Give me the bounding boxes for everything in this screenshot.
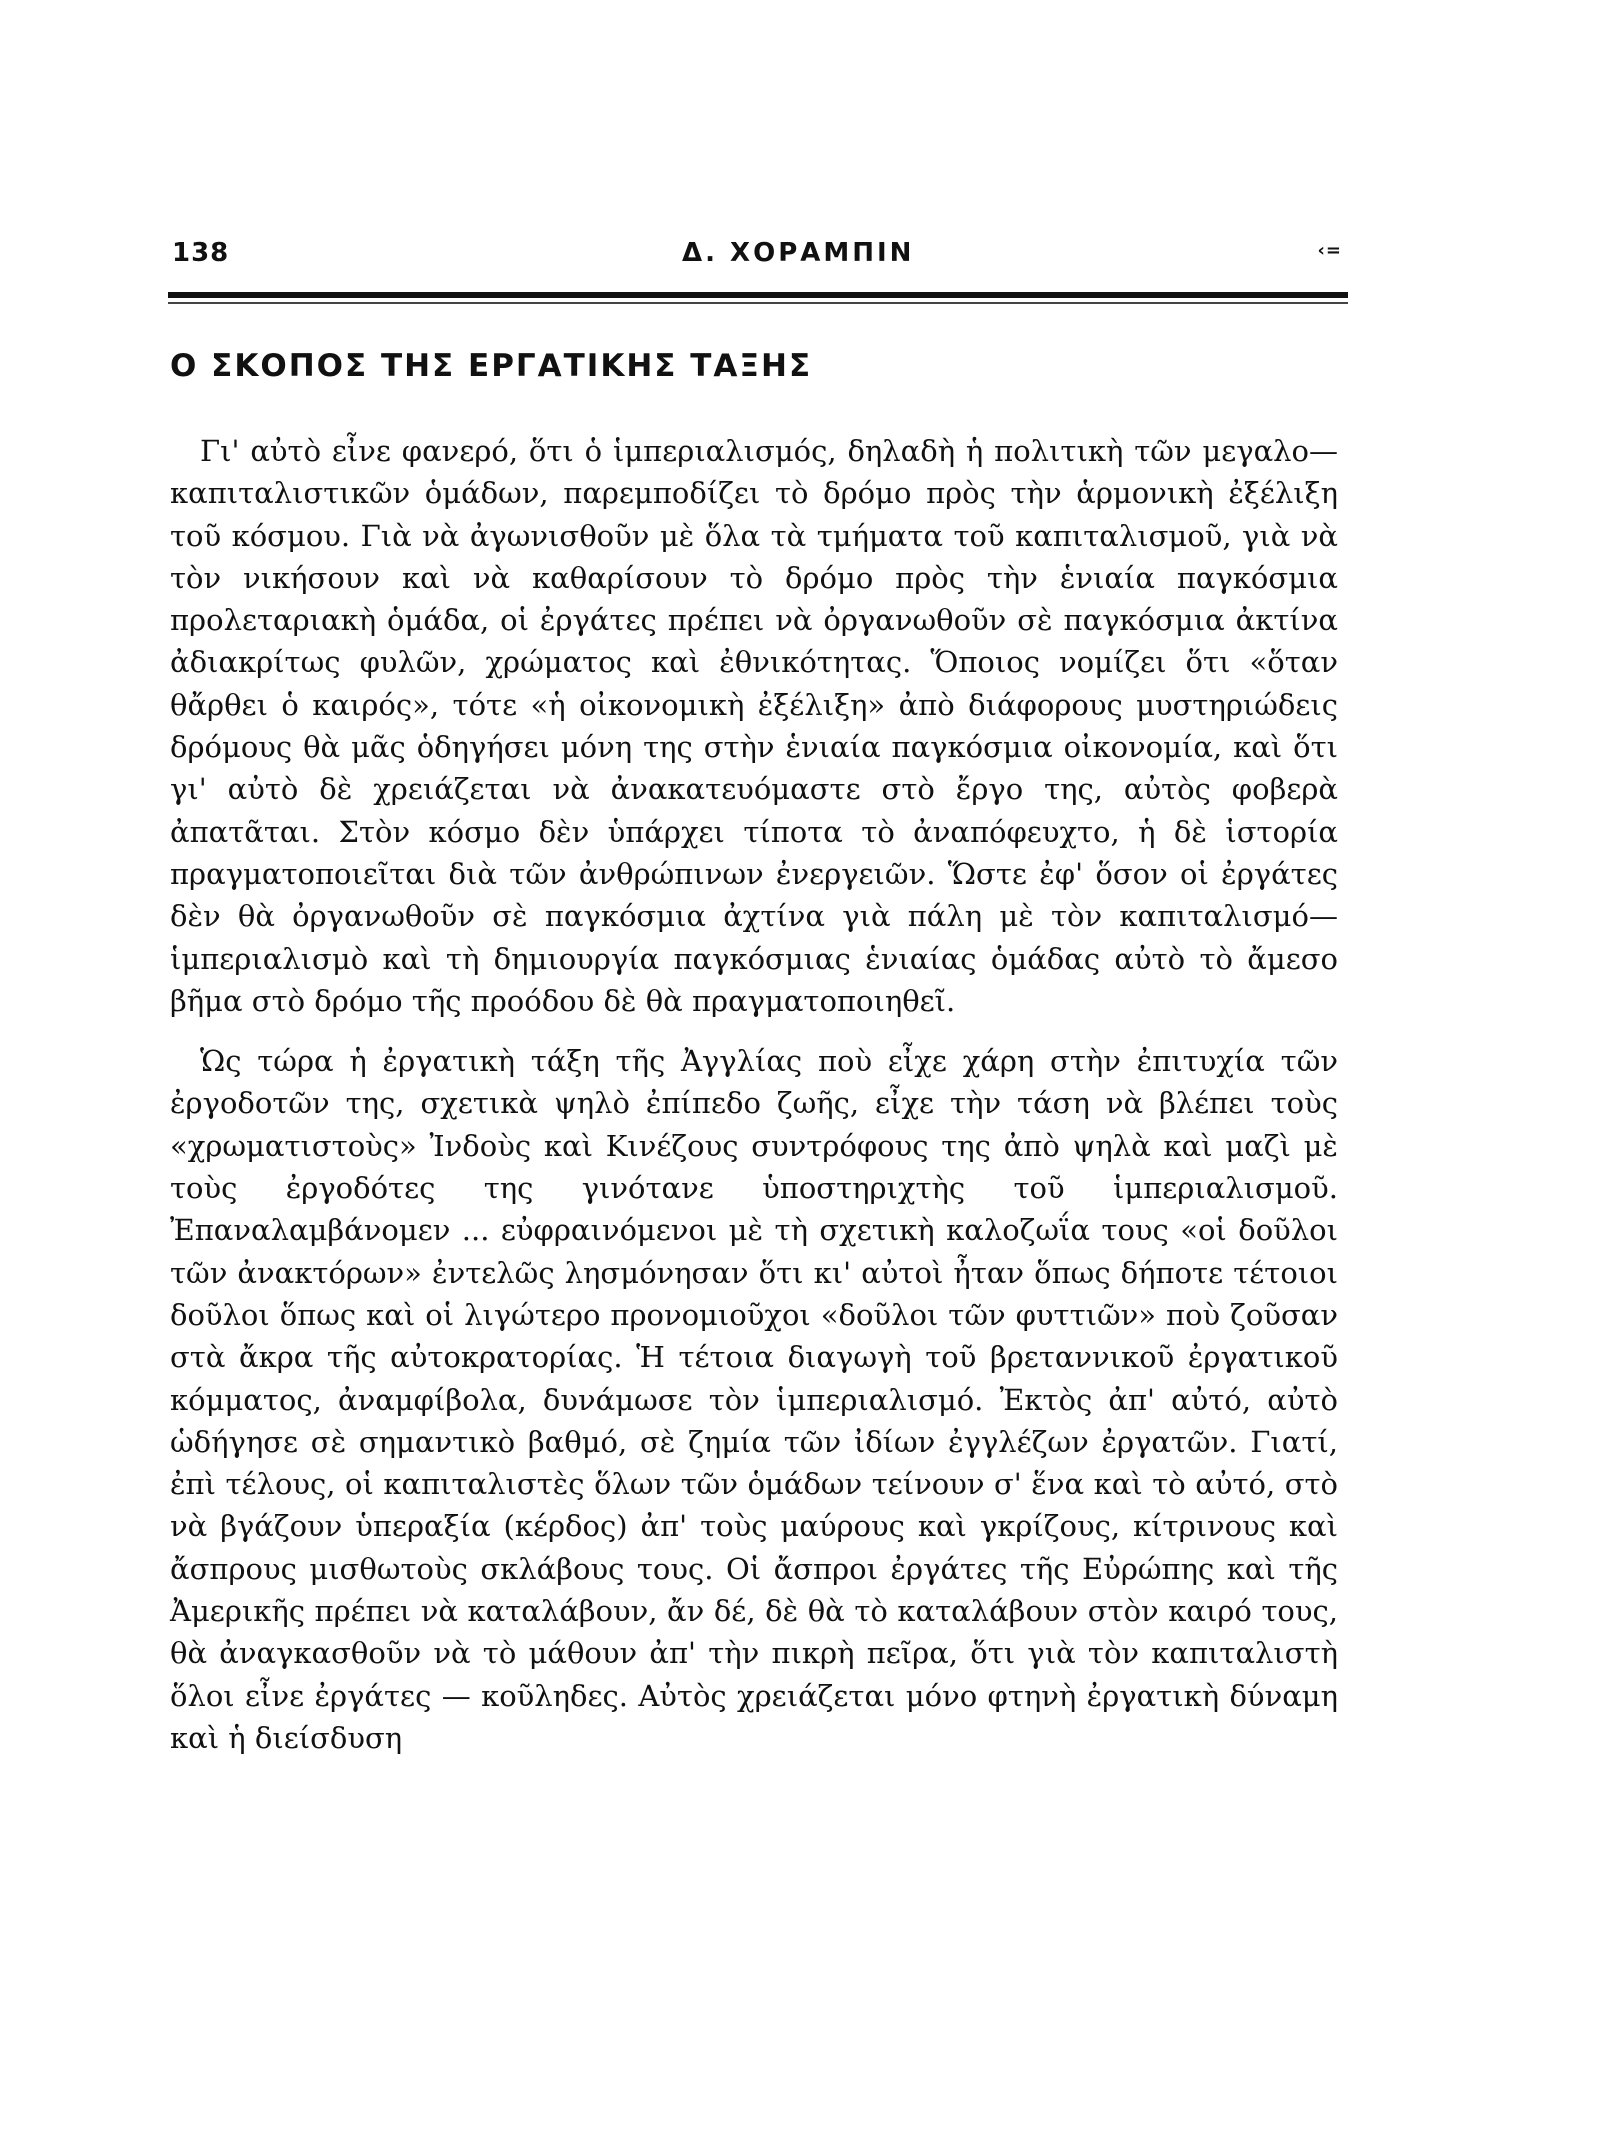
paragraph-2: Ὡς τώρα ἡ ἐργατικὴ τάξη τῆς Ἀγγλίας ποὺ εἶχε χάρη στὴν ἐπιτυχία τῶν ἐργοδοτῶν της, σχετικὰ ψηλὸ ἐπίπεδο ζωῆς, εἶχε τὴν τάση νὰ βλέπει τοὺς «χρωματιστοὺς» Ἰνδοὺς καὶ Κινέζους συντρόφους της ἀπὸ ψηλὰ καὶ μαζὶ μὲ τοὺς ἐργοδότες της γινότανε ὑποστηριχτὴς τοῦ ἱμπεριαλισμοῦ. Ἐπαναλαμβάνομεν ... εὐφραινόμενοι μὲ τὴ σχετικὴ καλοζωΐα τους «οἱ δοῦλοι τῶν ἀνακτόρων» ἐντελῶς λησμόνησαν ὅτι κι' αὐτοὶ ἦταν ὅπως δήποτε τέτοιοι δοῦλοι ὅπως καὶ οἱ λιγώτερο προνομιοῦχοι «δοῦλοι τῶν φυττιῶν» ποὺ ζοῦσαν στὰ ἄκρα τῆς αὐτοκρατορίας. Ἡ τέτοια διαγωγὴ τοῦ βρεταννικοῦ ἐργατικοῦ κόμματος, ἀναμφίβολα, δυνάμωσε τὸν ἱμπεριαλισμό. Ἐκτὸς ἀπ' αὐτό, αὐτὸ ὡδήγησε σὲ σημαντικὸ βαθμό, σὲ ζημία τῶν ἰδίων ἐγγλέζων ἐργατῶν. Γιατί, ἐπὶ τέλους, οἱ καπιταλιστὲς ὅλων τῶν ὁμάδων τείνουν σ' ἕνα καὶ τὸ αὐτό, στὸ νὰ βγάζουν ὑπεραξία (κέρδος) ἀπ' τοὺς μαύρους καὶ γκρίζους, κίτρινους καὶ ἄσπρους μισθωτοὺς σκλάβους τους. Οἱ ἄσπροι ἐργάτες τῆς Εὐρώπης καὶ τῆς Ἀμερικῆς πρέπει νὰ καταλάβουν, ἄν δέ, δὲ θὰ τὸ καταλάβουν στὸν καιρό τους, θὰ ἀναγκασθοῦν νὰ τὸ μάθουν ἀπ' τὴν πικρὴ πεῖρα, ὅτι γιὰ τὸν καπιταλιστὴ ὅλοι εἶνε ἐργάτες — κοῦληδες. Αὐτὸς χρειάζεται μόνο φτηνὴ ἐργατικὴ δύναμη καὶ ἡ διείσδυση <box>170 1044 1338 1755</box>
running-head <box>172 238 1342 278</box>
page-number: 138 <box>172 238 230 268</box>
body-text <box>170 430 1338 1759</box>
section-heading: Ο ΣΚΟΠΟΣ ΤΗΣ ΕΡΓΑΤΙΚΗΣ ΤΑΞΗΣ <box>170 348 813 384</box>
header-rule-thin <box>168 302 1348 304</box>
header-rule <box>168 292 1348 298</box>
paragraph-1: Γι' αὐτὸ εἶνε φανερό, ὅτι ὁ ἱμπεριαλισμός, δηλαδὴ ἡ πολιτικὴ τῶν μεγαλο—καπιταλιστικῶν ὁμάδων, παρεμποδίζει τὸ δρόμο πρὸς τὴν ἁρμονικὴ ἐξέλιξη τοῦ κόσμου. Γιὰ νὰ ἀγωνισθοῦν μὲ ὅλα τὰ τμήματα τοῦ καπιταλισμοῦ, γιὰ νὰ τὸν νικήσουν καὶ νὰ καθαρίσουν τὸ δρόμο πρὸς τὴν ἑνιαία παγκόσμια προλεταριακὴ ὁμάδα, οἱ ἐργάτες πρέπει νὰ ὀργανωθοῦν σὲ παγκόσμια ἀκτίνα ἀδιακρίτως φυλῶν, χρώματος καὶ ἐθνικότητας. Ὅποιος νομίζει ὅτι «ὅταν θἄρθει ὁ καιρός», τότε «ἡ οἰκονομικὴ ἐξέλιξη» ἀπὸ διάφορους μυστηριώδεις δρόμους θὰ μᾶς ὁδηγήσει μόνη της στὴν ἑνιαία παγκόσμια οἰκονομία, καὶ ὅτι γι' αὐτὸ δὲ χρειάζεται νὰ ἀνακατευόμαστε στὸ ἔργο της, αὐτὸς φοβερὰ ἀπατᾶται. Στὸν κόσμο δὲν ὑπάρχει τίποτα τὸ ἀναπόφευχτο, ἡ δὲ ἱστορία πραγματοποιεῖται διὰ τῶν ἀνθρώπινων ἐνεργειῶν. Ὥστε ἐφ' ὅσον οἱ ἐργάτες δὲν θὰ ὀργανωθοῦν σὲ παγκόσμια ἀχτίνα γιὰ πάλη μὲ τὸν καπιταλισμό—ἱμπεριαλισμὸ καὶ τὴ δημιουργία παγκόσμιας ἑνιαίας ὁμάδας αὐτὸ τὸ ἄμεσο βῆμα στὸ δρόμο τῆς προόδου δὲ θὰ πραγματοποιηθεῖ. <box>170 434 1338 1018</box>
corner-mark: ‹= <box>1317 240 1342 261</box>
running-title: Δ. ΧΟΡΑΜΠΙΝ <box>682 238 915 268</box>
